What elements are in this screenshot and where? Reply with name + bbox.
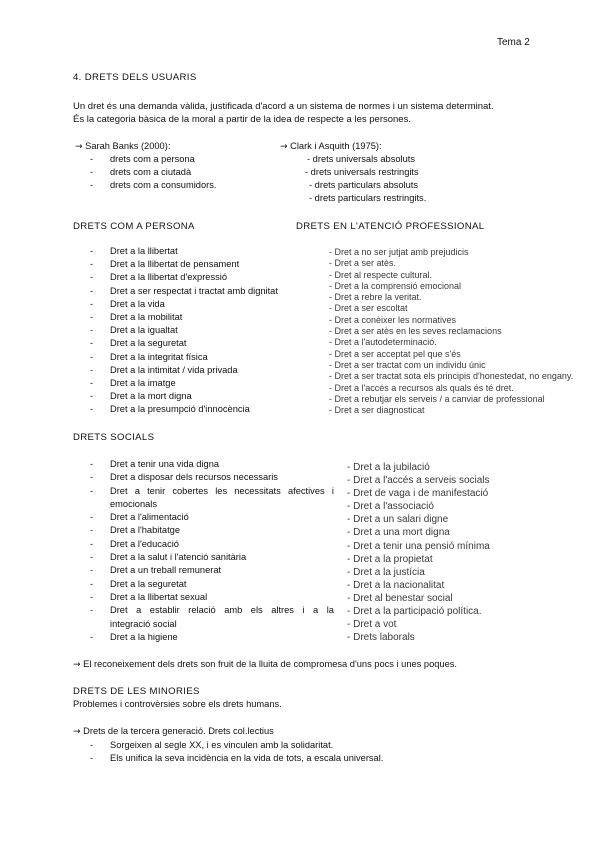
list-item: - Dret a ser tractat com un individu únic (329, 359, 486, 370)
list-item: - Dret a una mort digna (347, 527, 450, 539)
list-item: - Dret a l'autodeterminació. (329, 337, 437, 348)
list-item: - Dret a ser acceptat pel que s'és (329, 348, 461, 359)
list-item: - Dret a ser tractat sota els principis d'honestedat, no engany. (329, 371, 574, 382)
list-item: - Dret a ser diagnosticat (329, 405, 425, 416)
banks-title: Sarah Banks (2000): (85, 141, 171, 151)
banks-heading (75, 141, 170, 152)
list-item: - Dret a rebutjar els serveis / a canviar de professional (329, 393, 545, 404)
list-item: - Dret a vot (347, 619, 397, 631)
list-item: - Dret a conèixer les normatives (329, 314, 457, 325)
list-item: - Dret a la propietat (347, 553, 433, 565)
arrow-right-icon: → (75, 142, 83, 152)
list-item: - Dret a l'accés a recursos als quals és té dret. (329, 382, 514, 393)
list-item: - Dret a la participació política. (347, 606, 482, 618)
conclusion (73, 659, 457, 670)
arrow-right-icon: → (280, 142, 288, 152)
clark-item: - drets particulars absoluts (309, 180, 419, 190)
list-item: - Dret a la comprensió emocional (329, 280, 462, 291)
minories-subtitle: Problemes i controvèrsies sobre els drets humans. (73, 699, 282, 709)
page-label: Tema 2 (497, 37, 530, 48)
generation-text: Drets de la tercera generació. Drets col.lectius (83, 726, 274, 736)
generation-line (73, 726, 274, 737)
list-item: - Dret a ser escoltat (329, 303, 408, 314)
professional-title: DRETS EN L'ATENCIÓ PROFESSIONAL (296, 221, 485, 232)
list-item: - Dret a ser atès. (329, 258, 397, 269)
list-item: - Dret a un salari digne (347, 514, 449, 526)
list-item: - Dret al respecte cultural. (329, 269, 433, 280)
minories-title: DRETS DE LES MINORIES (73, 686, 200, 697)
list-item: - Dret a la jubilació (347, 462, 430, 473)
clark-item: - drets universals absoluts (307, 154, 415, 164)
list-item: - Dret a tenir una pensió mínima (347, 540, 490, 552)
socials-title: DRETS SOCIALS (73, 432, 155, 443)
clark-item: - drets universals restringits (305, 167, 419, 177)
list-item: - Dret a l'accés a serveis socials (347, 475, 490, 487)
list-item: - Dret a l'associació (347, 501, 434, 513)
clark-item: - drets particulars restringits. (309, 193, 427, 203)
socials-right-list (347, 461, 490, 644)
persona-title: DRETS COM A PERSONA (73, 221, 195, 232)
list-item: - Dret a rebre la veritat. (329, 292, 422, 303)
clark-title: Clark i Asquith (1975): (290, 141, 382, 151)
arrow-right-icon: → (73, 727, 81, 737)
conclusion-text: El reconeixement dels drets son fruit de la lluita de compromesa d'uns pocs i unes poques. (83, 659, 457, 669)
list-item: - Dret a la justícia (347, 566, 425, 578)
section-title: 4. DRETS DELS USUARIS (73, 72, 197, 83)
list-item: - Drets laborals (347, 632, 415, 644)
intro-line-2: És la categoria bàsica de la moral a partir de la idea de respecte a les persones. (73, 114, 411, 125)
list-item: - Dret a ser atès en les seves reclamacions (329, 326, 502, 337)
arrow-right-icon: → (73, 660, 81, 670)
list-item: - Dret al benestar social (347, 592, 453, 604)
professional-list (329, 247, 573, 416)
clark-heading (280, 141, 382, 152)
intro-line-1: Un dret és una demanda vàlida, justificada d'acord a un sistema de normes i un sistema determinat. (73, 101, 494, 112)
list-item: - Dret de vaga i de manifestació (347, 488, 489, 500)
list-item: - Dret a la nacionalitat (347, 579, 445, 591)
list-item: - Dret a no ser jutjat amb prejudicis (329, 247, 469, 257)
